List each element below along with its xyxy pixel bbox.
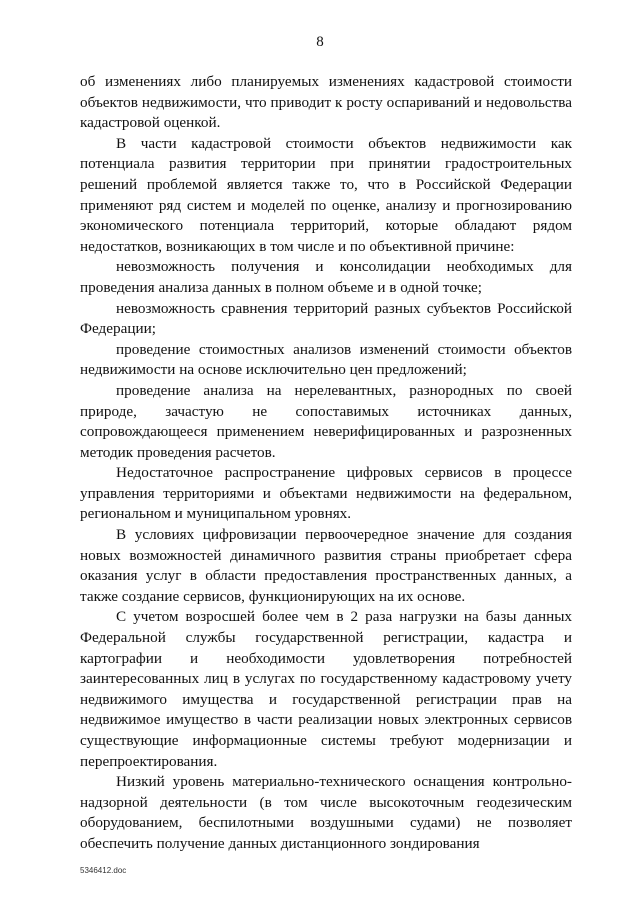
paragraph-list-item-1: невозможность получения и консолидации необходимых для проведения анализа данных в полном объеме и в одной точке; [80,258,572,296]
file-name-footer: 5346412.doc [80,866,127,875]
paragraph-list-item-2: невозможность сравнения территорий разных субъектов Российской Федерации; [80,299,572,338]
paragraph-list-item-3: проведение стоимостных анализов изменений стоимости объектов недвижимости на основе исключительно цен предложений; [80,340,572,379]
paragraph-database-load: С учетом возросшей более чем в 2 раза нагрузки на базы данных Федеральной службы государственной регистрации, кадастра и картографии и необходимости удовлетворения потребностей заинтересованных лиц в услугах по государственному кадастровому учету недвижимого имущества и государственной регистрации прав на недвижимое имущество в части реализации новых электронных сервисов существующие информационные системы требуют модернизации и перепроектирования. [80,608,572,770]
paragraph-technical-equipment: Низкий уровень материально-технического оснащения контрольно-надзорной деятельности (в том числе высокоточным геодезическим оборудованием, беспилотными воздушными судами) не позволяет обеспечить получение данных дистанционного зондирования [80,773,572,852]
paragraph-digital-services: Недостаточное распространение цифровых сервисов в процессе управления территориями и объектами недвижимости на федеральном, региональном и муниципальном уровнях. [80,464,572,523]
paragraph-cadastral-value: В части кадастровой стоимости объектов недвижимости как потенциала развития территории при принятии градостроительных решений проблемой является также то, что в Российской Федерации применяют ряд систем и моделей по оценке, анализу и прогнозированию экономического потенциала территорий, которые обладают рядом недостатков, возникающих в том числе и по объективной причине: [80,134,572,255]
document-body [80,72,572,855]
page-number: 8 [316,34,324,50]
paragraph-list-item-4: проведение анализа на нерелевантных, разнородных по своей природе, зачастую не сопоставимых источниках данных, сопровождающееся применением неверифицированных и разрозненных методик проведения расчетов. [80,381,572,461]
paragraph-continuation: об изменениях либо планируемых изменениях кадастровой стоимости объектов недвижимости, что приводит к росту оспариваний и недовольства кадастровой оценкой. [80,73,572,132]
paragraph-digitalization: В условиях цифровизации первоочередное значение для создания новых возможностей динамичного развития страны приобретает сфера оказания услуг в области предоставления пространственных данных, а также создание сервисов, функционирующих на их основе. [80,526,572,605]
